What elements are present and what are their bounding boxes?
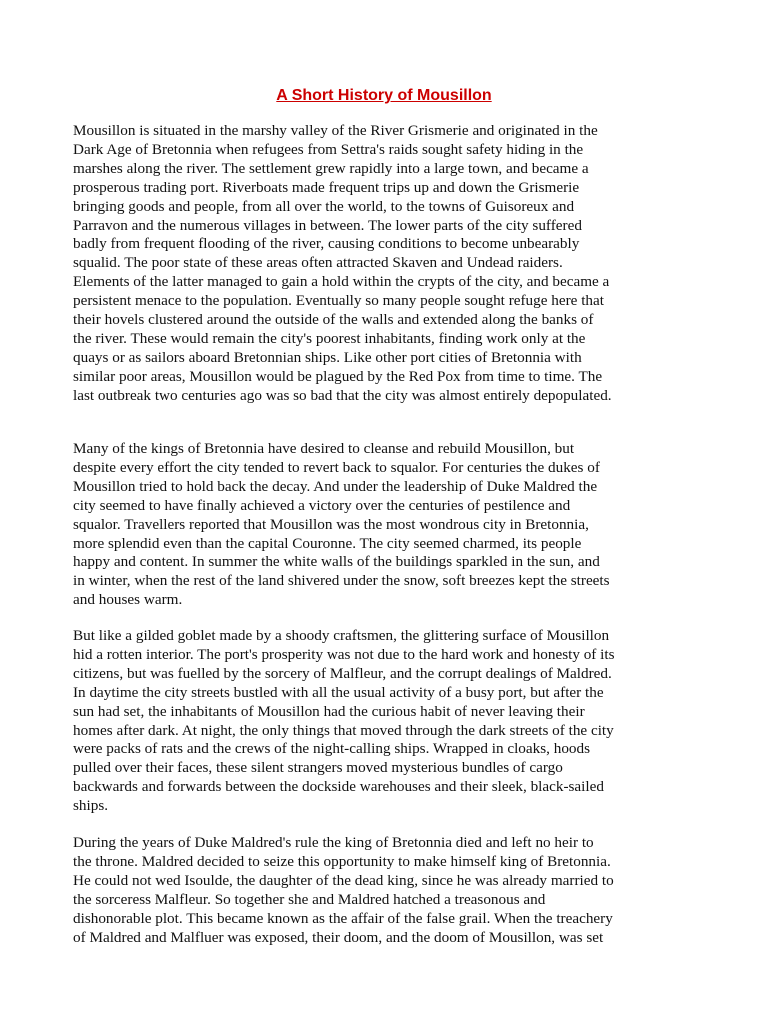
text-line: pulled over their faces, these silent strangers moved mysterious bundles of cargo — [73, 759, 563, 777]
document-title: A Short History of Mousillon — [276, 87, 492, 104]
text-line: During the years of Duke Maldred's rule the king of Bretonnia died and left no heir to — [73, 834, 594, 851]
text-line: despite every effort the city tended to revert back to squalor. For centuries the dukes of — [73, 458, 600, 476]
text-line: Mousillon is situated in the marshy valley of the River Grismerie and originated in the — [73, 122, 598, 139]
text-line: their hovels clustered around the outside of the walls and extended along the banks of — [73, 311, 594, 329]
text-line: Many of the kings of Bretonnia have desired to cleanse and rebuild Mousillon, but — [73, 440, 575, 457]
text-line: the sorceress Malfleur. So together she and Maldred hatched a treasonous and — [73, 890, 546, 908]
text-line: Elements of the latter managed to gain a hold within the crypts of the city, and became a — [73, 273, 610, 291]
text-line: Parravon and the numerous villages in between. The lower parts of the city suffered — [73, 216, 582, 234]
text-line: sun had set, the inhabitants of Mousillon had the curious habit of never leaving their — [73, 702, 585, 720]
text-line: the river. These would remain the city's poorest inhabitants, finding work only at the — [73, 329, 586, 347]
text-line: bringing goods and people, from all over the world, to the towns of Guisoreux and — [73, 197, 575, 215]
text-line: quays or as sailors aboard Bretonnian ships. Like other port cities of Bretonnia with — [73, 348, 582, 366]
text-line: last outbreak two centuries ago was so bad that the city was almost entirely depopulated. — [73, 386, 612, 404]
text-line: Dark Age of Bretonnia when refugees from Settra's raids sought safety hiding in the — [73, 140, 584, 158]
text-line: prosperous trading port. Riverboats made frequent trips up and down the Grismerie — [73, 178, 580, 196]
text-line: backwards and forwards between the dockside warehouses and their sleek, black-sailed — [73, 778, 604, 796]
text-line: similar poor areas, Mousillon would be plagued by the Red Pox from time to time. The — [73, 367, 603, 385]
text-line: in winter, when the rest of the land shivered under the snow, soft breezes kept the streets — [73, 572, 610, 590]
text-line: and houses warm. — [73, 591, 183, 609]
text-line: hid a rotten interior. The port's prosperity was not due to the hard work and honesty of its — [73, 645, 615, 663]
text-line: were packs of rats and the crews of the night-calling ships. Wrapped in cloaks, hoods — [73, 740, 591, 758]
text-line: squalor. Travellers reported that Mousillon was the most wondrous city in Bretonnia, — [73, 515, 589, 533]
text-line: homes after dark. At night, the only things that moved through the dark streets of the city — [73, 721, 614, 739]
text-line: ships. — [73, 797, 109, 815]
text-line: He could not wed Isoulde, the daughter of the dead king, since he was already married to — [73, 871, 614, 889]
paragraph-3 — [73, 627, 699, 816]
text-line: In daytime the city streets bustled with all the usual activity of a busy port, but after the — [73, 683, 604, 701]
text-line: happy and content. In summer the white walls of the buildings sparkled in the sun, and — [73, 553, 600, 571]
text-line: more splendid even than the capital Couronne. The city seemed charmed, its people — [73, 534, 582, 552]
text-line: citizens, but was fuelled by the sorcery of Malfleur, and the corrupt dealings of Maldred. — [73, 664, 612, 682]
text-line: squalid. The poor state of these areas often attracted Skaven and Undead raiders. — [73, 254, 563, 272]
text-line: Mousillon tried to hold back the decay. And under the leadership of Duke Maldred the — [73, 477, 598, 495]
text-line: But like a gilded goblet made by a shoody craftsmen, the glittering surface of Mousillon — [73, 627, 610, 644]
paragraph-2 — [73, 440, 699, 610]
text-line: marshes along the river. The settlement grew rapidly into a large town, and became a — [73, 159, 589, 177]
paragraph-1 — [73, 122, 699, 406]
text-line: badly from frequent flooding of the river, causing conditions to become unbearably — [73, 235, 580, 253]
text-line: of Maldred and Malfluer was exposed, their doom, and the doom of Mousillon, was set — [73, 928, 604, 946]
text-line: the throne. Maldred decided to seize this opportunity to make himself king of Bretonnia. — [73, 852, 611, 870]
paragraph-4 — [73, 834, 699, 947]
text-line: city seemed to have finally achieved a victory over the centuries of pestilence and — [73, 496, 571, 514]
text-line: persistent menace to the population. Eventually so many people sought refuge here that — [73, 292, 604, 310]
text-line: dishonorable plot. This became known as the affair of the false grail. When the treachery — [73, 909, 613, 927]
